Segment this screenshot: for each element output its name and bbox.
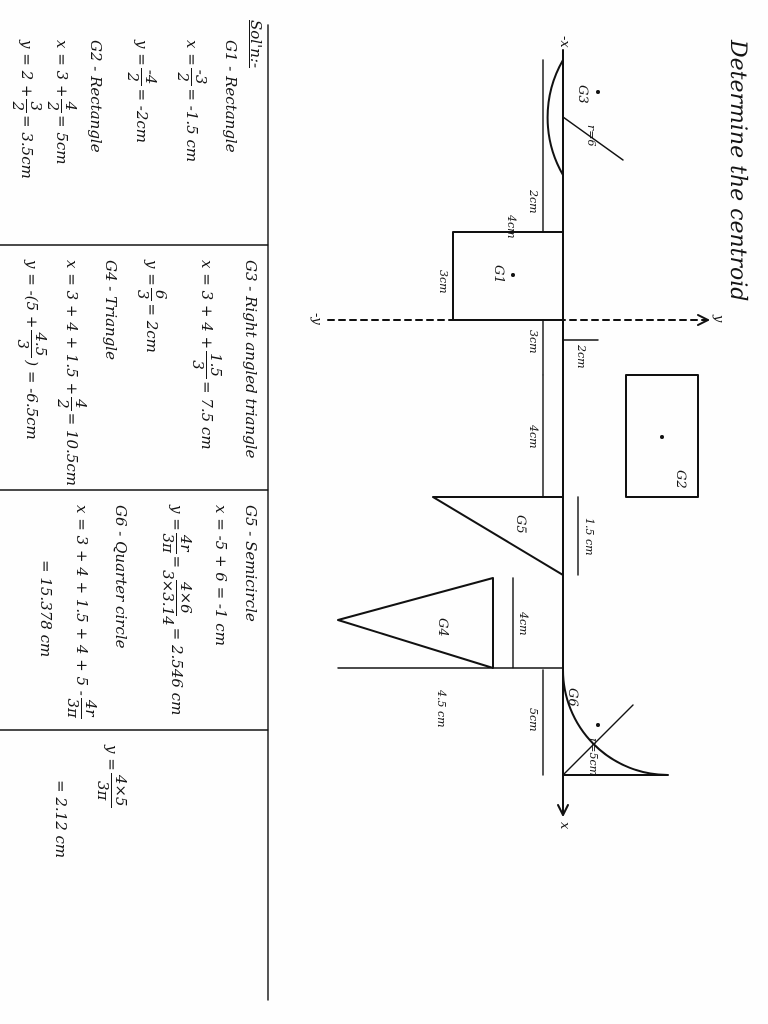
- g3-y-lhs: y =: [143, 260, 161, 286]
- g5-y-frac2: 4×6 3×3.14: [159, 570, 195, 626]
- g4-triangle: [338, 578, 493, 668]
- g3-semicircle: [548, 60, 563, 175]
- y-axis-label: y: [711, 315, 726, 323]
- g4-name: G4 - Triangle: [102, 260, 120, 360]
- dim-3cm-axis-label: 3cm: [527, 330, 540, 354]
- g5-y-mid: =: [168, 555, 186, 569]
- g3-centroid-dot: [596, 90, 600, 94]
- g1-y-res: = -2cm: [133, 88, 151, 144]
- g1-rectangle: [453, 232, 563, 320]
- g4-y-res: ) = -6.5cm: [23, 360, 41, 440]
- g4-x-lhs: x = 3 + 4 + 1.5 +: [63, 260, 81, 396]
- g5-name: G5 - Semicircle: [242, 505, 260, 622]
- g6-x-res: = 15.378 cm: [37, 560, 55, 658]
- dim-5cm-label: 5cm: [527, 708, 540, 732]
- dim-4-5cm-label: 4.5 cm: [435, 690, 448, 728]
- g5-y-line: [160, 505, 193, 715]
- g6-x-frac: 4r 3π: [64, 698, 100, 718]
- g4-y-lhs: y = -(5 +: [23, 260, 41, 329]
- g3-y-frac: 6 3: [134, 289, 170, 300]
- g3-x-res: = 7.5 cm: [198, 380, 216, 450]
- g6-y-line: [95, 745, 128, 810]
- dim-1-5cm-label: 1.5 cm: [583, 518, 596, 556]
- g2-y-line: [10, 40, 43, 179]
- g4-y-frac: 4.5 3: [14, 332, 50, 357]
- g1-y-line: [125, 40, 158, 143]
- g5-y-res: = 2.546 cm: [168, 627, 186, 716]
- g6-name: G6 - Quarter circle: [112, 505, 130, 649]
- g4-x-line: [55, 260, 88, 486]
- g1-x-line: [175, 40, 208, 162]
- g5-y-lhs: y =: [168, 505, 186, 531]
- g2-label: G2: [673, 470, 688, 489]
- g6-x-line: [65, 505, 98, 721]
- g3-x-frac: 1.5 3: [189, 353, 225, 377]
- dim-2cm-left-label: 2cm: [527, 190, 540, 214]
- g4-label: G4: [435, 618, 450, 637]
- neg-x-axis-label: -x: [557, 36, 572, 48]
- g1-x-res: = -1.5 cm: [183, 88, 201, 163]
- neg-y-axis-label: -y: [309, 313, 324, 325]
- g6-y-frac: 4×5 3π: [94, 774, 130, 807]
- g1-centroid-dot: [511, 273, 515, 277]
- dim-r6-label: r=6: [585, 125, 598, 147]
- g3-name: G3 - Right angled triangle: [242, 260, 260, 459]
- g1-x-frac: -3 2: [174, 69, 210, 85]
- g2-y-frac: 3 2: [9, 101, 45, 112]
- g6-centroid-dot: [596, 723, 600, 727]
- g2-x-line: [45, 40, 78, 165]
- g6-label: G6: [565, 688, 580, 707]
- g2-x-lhs: x = 3 +: [53, 40, 71, 98]
- g2-x-frac: 4 2: [44, 101, 80, 111]
- dim-4cm-tri-label: 4cm: [517, 612, 530, 636]
- g3-y-res: = 2cm: [143, 303, 161, 353]
- g1-x-lhs: x =: [183, 40, 201, 66]
- g1-y-frac: -4 2: [124, 69, 160, 85]
- g4-x-res: = 10.5cm: [63, 412, 81, 486]
- g4-x-frac: 4 2: [54, 399, 90, 409]
- dim-3cm-rect-label: 3cm: [437, 270, 450, 294]
- page-title: Determine the centroid: [725, 40, 750, 302]
- x-axis-label: x: [557, 822, 572, 830]
- g2-x-res: = 5cm: [53, 115, 71, 165]
- dim-4cm-axis-label: 4cm: [527, 425, 540, 449]
- g2-name: G2 - Rectangle: [87, 40, 105, 153]
- dim-r5cm-label: r=5cm: [587, 738, 600, 777]
- dim-2cm-up-label: 2cm: [575, 345, 588, 369]
- g3-x-line: [190, 260, 223, 450]
- g2-y-res: = 3.5cm: [18, 115, 36, 179]
- g1-name: G1 - Rectangle: [222, 40, 240, 153]
- g5-label: G5: [513, 515, 528, 534]
- g5-right-triangle: [433, 497, 563, 575]
- g6-x-lhs: x = 3 + 4 + 1.5 + 4 + 5 -: [73, 505, 91, 696]
- g3-y-line: [135, 260, 168, 353]
- g5-x-line: x = -5 + 6 = -1 cm: [212, 505, 230, 646]
- dim-4cm-rect-label: 4cm: [505, 215, 518, 239]
- g3-x-lhs: x = 3 + 4 +: [198, 260, 216, 350]
- g2-centroid-dot: [660, 435, 664, 439]
- g5-y-frac1: 4r 3π: [159, 533, 195, 553]
- g3-label: G3: [575, 85, 590, 104]
- g1-label: G1: [491, 265, 506, 284]
- g4-y-line: [15, 260, 48, 440]
- g1-y-lhs: y =: [133, 40, 151, 66]
- solution-heading: Sol'n:-: [247, 20, 265, 69]
- g6-y-lhs: y =: [103, 745, 121, 771]
- g2-y-lhs: y = 2 +: [18, 40, 36, 98]
- g6-y-res: = 2.12 cm: [52, 780, 70, 859]
